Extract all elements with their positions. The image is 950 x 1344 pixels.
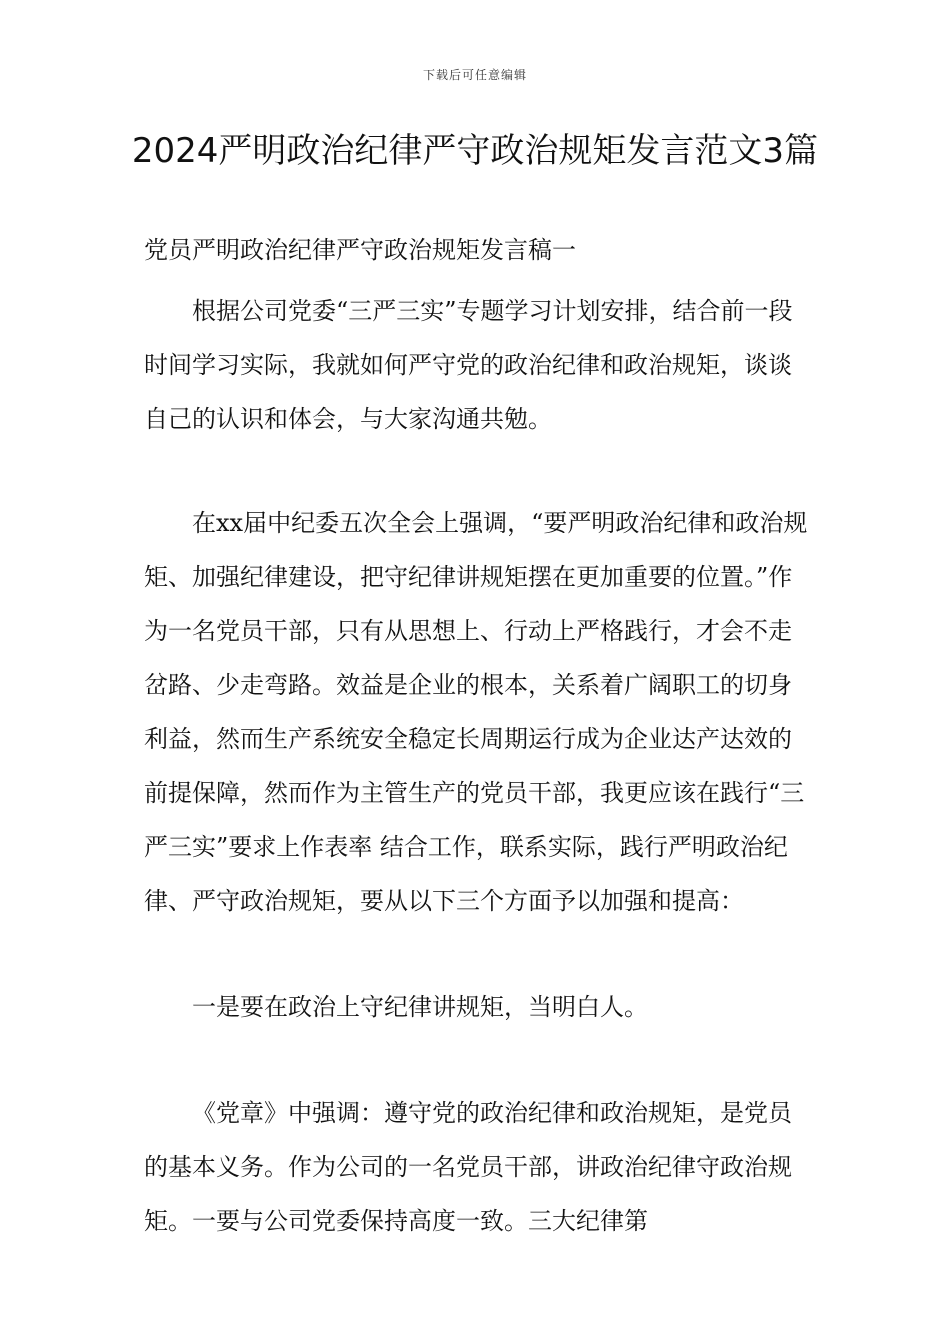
paragraph-1: 根据公司党委“三严三实”专题学习计划安排，结合前一段时间学习实际，我就如何严守党的政治纪律和政治规矩，谈谈自己的认识和体会，与大家沟通共勉。 (144, 297, 793, 433)
paragraph-3: 一是要在政治上守纪律讲规矩，当明白人。 (192, 993, 648, 1021)
paragraph-2: 在xx届中纪委五次全会上强调，“要严明政治纪律和政治规矩、加强纪律建设，把守纪律讲规矩摆在更加重要的位置。”作为一名党员干部，只有从思想上、行动上严格践行，才会不走岔路、少走弯路。效益是企业的根本，关系着广阔职工的切身利益，然而生产系统安全稳定长周期运行成为企业达产达效的前提保障，然而作为主管生产的党员干部，我更应该在践行“三严三实”要求上作表率 结合工作，联系实际，践行严明政治纪律、严守政治规矩，要从以下三个方面予以加强和提高： (144, 509, 808, 915)
section-subtitle: 党员严明政治纪律严守政治规矩发言稿一 (144, 236, 576, 264)
header-note: 下载后可任意编辑 (422, 68, 527, 82)
paragraph-4: 《党章》中强调：遵守党的政治纪律和政治规矩，是党员的基本义务。作为公司的一名党员干部，讲政治纪律守政治规矩。一要与公司党委保持高度一致。三大纪律第 (144, 1099, 792, 1235)
document-body (144, 228, 814, 1248)
document-title: 2024严明政治纪律严守政治规矩发言范文3篇 (131, 131, 819, 171)
